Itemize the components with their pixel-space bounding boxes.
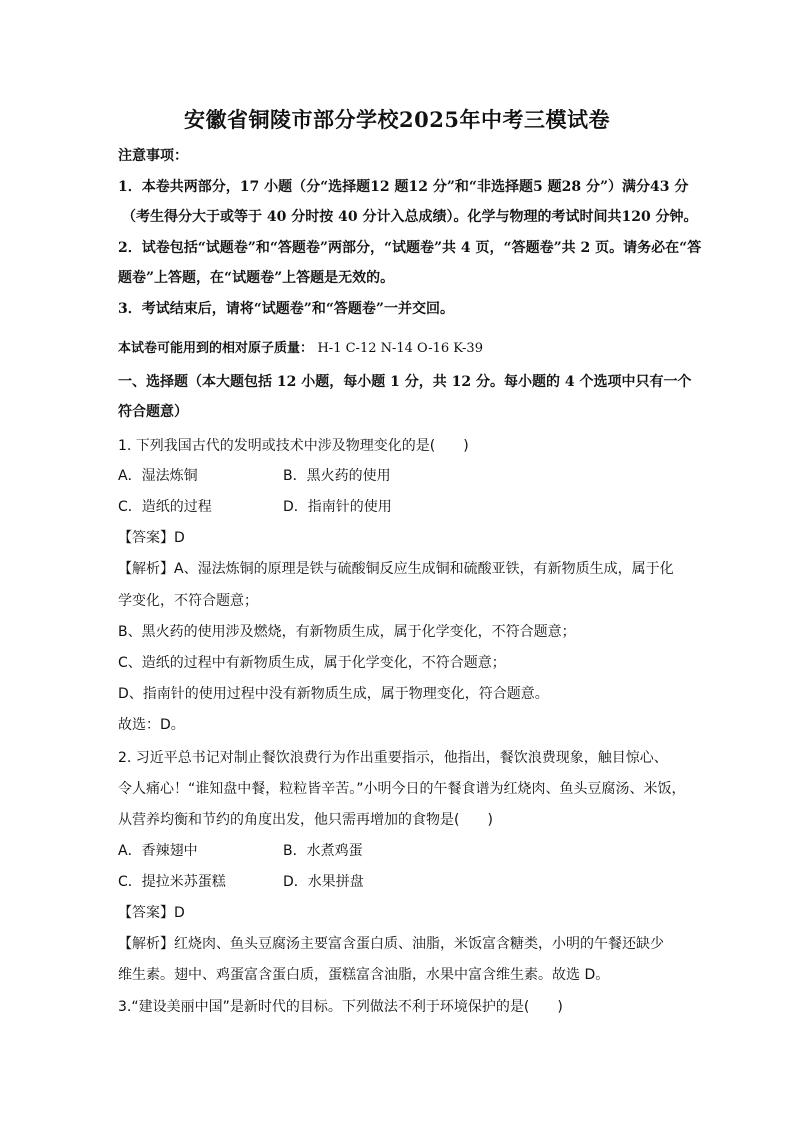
notice-item-1: 1．本卷共两部分，17 小题（分“选择题12 题12 分”和“非选择题5 题28 分”）满分43 分: [118, 179, 689, 195]
question-2-option-c: C．提拉米苏蛋糕: [118, 874, 226, 890]
section-1-heading-cont: 符合题意）: [118, 404, 188, 420]
atomic-mass-row: [118, 338, 483, 359]
question-2-stem-cont-2: 从营养均衡和节约的角度出发，他只需再增加的食物是( ): [118, 812, 493, 828]
atomic-mass-values: H-1 C-12 N-14 O-16 K-39: [317, 341, 483, 356]
question-3-stem: 3.“建设美丽中国”是新时代的目标。下列做法不利于环境保护的是( ): [118, 999, 563, 1015]
question-1-analysis-d: D、指南针的使用过程中没有新物质生成，属于物理变化，符合题意。: [118, 686, 549, 702]
question-2-analysis: 【解析】红烧肉、鱼头豆腐汤主要富含蛋白质、油脂，米饭富含糖类，小明的午餐还缺少: [118, 936, 664, 952]
question-2-answer: 【答案】D: [118, 905, 185, 921]
section-1-heading: 一、选择题（本大题包括 12 小题，每小题 1 分，共 12 分。每小题的 4 个选项中只有一个: [118, 374, 692, 390]
question-2-stem: 2. 习近平总书记对制止餐饮浪费行为作出重要指示，他指出，餐饮浪费现象，触目惊心、: [118, 750, 668, 766]
question-1-analysis-b: B、黑火药的使用涉及燃烧，有新物质生成，属于化学变化，不符合题意；: [118, 624, 576, 640]
question-1-stem: 1. 下列我国古代的发明或技术中涉及物理变化的是( ): [118, 438, 469, 454]
question-1-option-a: A．湿法炼铜: [118, 468, 198, 484]
notice-item-3: 3．考试结束后，请将“试题卷”和“答题卷”一并交回。: [118, 301, 454, 317]
question-2-stem-cont-1: 令人痛心！“谁知盘中餐，粒粒皆辛苦。”小明今日的午餐食谱为红烧肉、鱼头豆腐汤、米饭，: [118, 781, 686, 797]
notice-item-1-cont: （考生得分大于或等于 40 分时按 40 分计入总成绩）。化学与物理的考试时间共120 分钟。: [122, 209, 698, 225]
question-1-analysis-cont: 学变化，不符合题意；: [118, 593, 258, 609]
exam-title: 安徽省铜陵市部分学校2025年中考三模试卷: [184, 107, 610, 132]
question-2-option-a: A．香辣翅中: [118, 843, 198, 859]
question-1-answer: 【答案】D: [118, 530, 185, 546]
question-1-option-b: B．黑火药的使用: [283, 468, 391, 484]
question-2-option-b: B．水煮鸡蛋: [283, 843, 363, 859]
question-2-analysis-cont: 维生素。翅中、鸡蛋富含蛋白质，蛋糕富含油脂，水果中富含维生素。故选 D。: [118, 967, 610, 983]
question-1-analysis: 【解析】A、湿法炼铜的原理是铁与硫酸铜反应生成铜和硫酸亚铁，有新物质生成，属于化: [118, 561, 674, 577]
notice-heading: 注意事项：: [118, 148, 188, 164]
question-2-option-d: D．水果拼盘: [283, 874, 364, 890]
notice-item-2: 2．试卷包括“试题卷”和“答题卷”两部分，“试题卷”共 4 页，“答题卷”共 2 页。请务必在“答: [118, 240, 702, 256]
question-1-conclusion: 故选：D。: [118, 717, 185, 733]
notice-item-2-cont: 题卷”上答题，在“试题卷”上答题是无效的。: [118, 270, 395, 286]
atomic-mass-label: 本试卷可能用到的相对原子质量：: [118, 341, 314, 356]
question-1-option-d: D．指南针的使用: [283, 499, 392, 515]
question-1-option-c: C．造纸的过程: [118, 499, 212, 515]
question-1-analysis-c: C、造纸的过程中有新物质生成，属于化学变化，不符合题意；: [118, 655, 506, 671]
